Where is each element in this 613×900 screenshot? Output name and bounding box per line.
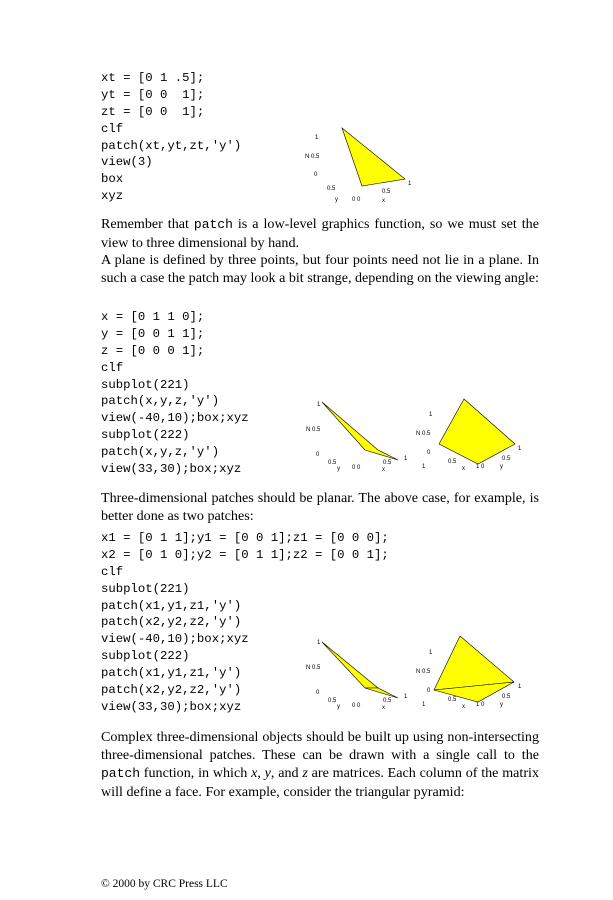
code-block-1	[101, 70, 241, 205]
code-line: view(3)	[101, 155, 153, 170]
code-line: x1 = [0 1 1];y1 = [0 0 1];z1 = [0 0 0];	[101, 531, 389, 545]
axis-label: 0 0	[352, 703, 361, 709]
code-line: xt = [0 1 .5];	[101, 71, 205, 85]
axis-label: 0.5	[327, 186, 336, 192]
code-line: patch(x,y,z,'y')	[101, 394, 220, 409]
axis-label: 1	[429, 412, 433, 418]
axis-label: x	[382, 705, 385, 711]
axis-label: N 0.5	[306, 665, 321, 671]
axis-label: 0 0	[352, 197, 361, 203]
axis-label: y	[337, 466, 340, 472]
axis-label: N 0.5	[416, 431, 431, 437]
axis-label: 0	[427, 688, 431, 694]
axis-label: 1	[317, 402, 321, 408]
code-line: patch(xt,yt,zt,'y')	[101, 138, 242, 153]
code-line: clf	[101, 564, 124, 579]
code-line: z = [0 0 0 1];	[101, 343, 205, 358]
axis-label: 0	[427, 450, 431, 456]
code-line: view(-40,10);box;xyz	[101, 411, 249, 426]
axis-label: 1	[429, 650, 433, 656]
axis-label: 1	[404, 694, 408, 700]
code-line: clf	[101, 121, 124, 136]
paragraph-4	[101, 728, 539, 801]
text-span: is a low-level graphics function, so we must set the view to three dimensional by hand.	[101, 216, 539, 251]
math-variable: z	[302, 765, 308, 781]
inline-code: patch	[101, 766, 141, 781]
axis-label: y	[335, 197, 338, 203]
code-line: subplot(222)	[101, 649, 190, 664]
axis-label: 0 0	[352, 465, 361, 471]
code-line: patch(x2,y2,z2,'y')	[101, 683, 242, 698]
patch-quad	[322, 402, 398, 460]
code-line: patch(x2,y2,z2,'y')	[101, 615, 242, 630]
patch-triangle-1	[322, 642, 378, 688]
code-line: patch(x1,y1,z1,'y')	[101, 598, 242, 613]
code-block-2	[101, 309, 249, 478]
paragraph-3: Three-dimensional patches should be planar. The above case, for example, is better done as two patches:	[101, 490, 539, 524]
code-line: y = [0 0 1 1];	[101, 326, 205, 341]
axis-label: x	[462, 704, 465, 710]
patch-triangle-2	[365, 688, 398, 698]
axis-label: N 0.5	[306, 427, 321, 433]
paragraph-2: A plane is defined by three points, but four points need not lie in a plane. In such a case the patch may look a bit strange, depending on the viewing angle:	[101, 252, 539, 286]
code-line: clf	[101, 360, 124, 375]
axis-label: N 0.5	[416, 669, 431, 675]
figure-1-triangle-patch	[300, 122, 420, 207]
axis-label: 0	[316, 452, 320, 458]
axis-label: 1	[315, 135, 319, 141]
axis-label: 1 0	[476, 464, 485, 470]
math-variable: x	[251, 765, 258, 781]
patch-triangle	[342, 128, 405, 186]
text-span: are matrices. Each column of the matrix will define a face. For example, consider the triangular pyramid:	[101, 765, 540, 800]
math-variable: y	[264, 765, 271, 781]
code-line: subplot(222)	[101, 428, 190, 443]
axis-label: 0	[314, 172, 318, 178]
text-span: ,	[257, 765, 265, 781]
axis-label: 0.5	[383, 698, 392, 704]
copyright-footer: © 2000 by CRC Press LLC	[101, 878, 228, 890]
code-line: patch(x,y,z,'y')	[101, 445, 220, 460]
figure-3b-two-patches	[414, 630, 530, 712]
axis-label: 1	[404, 456, 408, 462]
code-line: view(-40,10);box;xyz	[101, 632, 249, 647]
figure-2a-nonplanar-patch	[300, 392, 412, 474]
code-line: view(33,30);box;xyz	[101, 699, 242, 714]
axis-label: x	[382, 198, 385, 204]
code-line: zt = [0 0 1];	[101, 104, 205, 119]
axis-label: 1	[518, 446, 522, 452]
inline-code: patch	[193, 217, 233, 232]
axis-label: 1	[422, 702, 426, 708]
axis-label: 0.5	[383, 460, 392, 466]
code-line: subplot(221)	[101, 581, 190, 596]
figure-3a-two-patches	[300, 630, 412, 712]
code-line: subplot(221)	[101, 377, 190, 392]
axis-label: 0.5	[448, 459, 457, 465]
code-line: view(33,30);box;xyz	[101, 462, 242, 477]
axis-label: 1	[422, 464, 426, 470]
axis-label: x	[382, 467, 385, 473]
text-span: Complex three-dimensional objects should be built up using non-intersecting three-dimensional patches. These can be drawn with a single call to the	[101, 729, 539, 763]
axis-label: N 0.5	[305, 154, 320, 160]
code-line: x2 = [0 1 0];y2 = [0 1 1];z2 = [0 0 1];	[101, 547, 389, 562]
axis-label: 0.5	[448, 697, 457, 703]
axis-label: 0.5	[328, 698, 337, 704]
text-span: Remember that	[101, 216, 194, 232]
axis-label: 0.5	[502, 694, 511, 700]
axis-label: 0	[316, 690, 320, 696]
patch-triangle-1	[434, 636, 514, 690]
figure-2b-nonplanar-patch	[414, 392, 530, 474]
axis-label: 1	[518, 684, 522, 690]
paragraph-1	[101, 215, 539, 252]
text-span: function, in which	[140, 765, 252, 781]
code-line: box	[101, 172, 124, 187]
axis-label: 1	[317, 640, 321, 646]
patch-quad	[439, 399, 515, 464]
axis-label: 1	[408, 181, 412, 187]
axis-label: 0.5	[328, 460, 337, 466]
text-span: , and	[270, 765, 303, 781]
axis-label: y	[500, 702, 503, 708]
code-line: patch(x1,y1,z1,'y')	[101, 666, 242, 681]
axis-label: 0.5	[502, 456, 511, 462]
code-line: xyz	[101, 189, 124, 204]
code-line: x = [0 1 1 0];	[101, 310, 205, 324]
axis-label: x	[462, 466, 465, 472]
code-line: yt = [0 0 1];	[101, 87, 205, 102]
axis-label: y	[337, 704, 340, 710]
axis-label: y	[500, 464, 503, 470]
axis-label: 0.5	[382, 189, 391, 195]
axis-label: 1 0	[476, 702, 485, 708]
